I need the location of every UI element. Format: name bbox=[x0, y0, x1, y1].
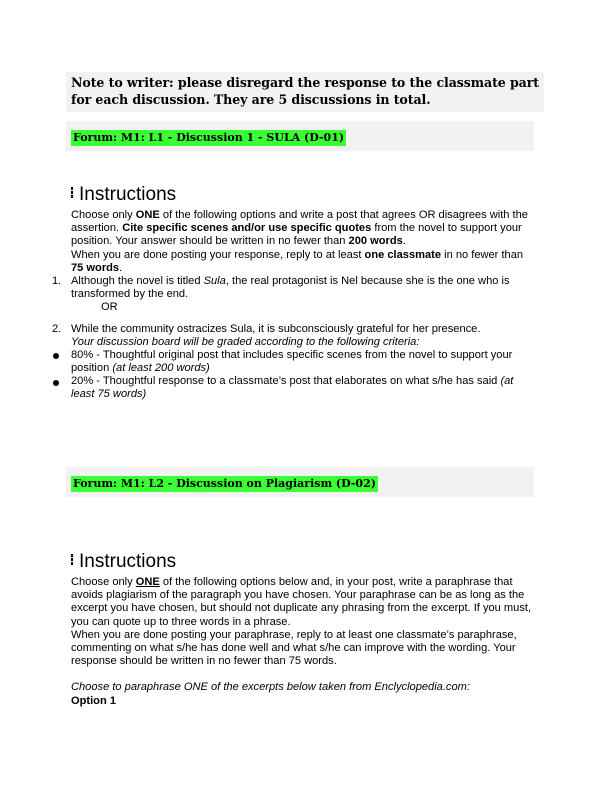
forum-header-d02 bbox=[66, 467, 534, 497]
note-to-writer: Note to writer: please disregard the response to the classmate part for each discussion. They are 5 discussions in total. bbox=[66, 72, 544, 112]
vertical-ellipsis-icon bbox=[70, 186, 74, 199]
option-marker-1: 1. bbox=[52, 275, 62, 287]
option-2-text: While the community ostracizes Sula, it is subconsciously grateful for her presence. bbox=[71, 323, 481, 335]
forum-header-d01 bbox=[66, 121, 534, 151]
instructions-heading-d01: Instructions bbox=[70, 184, 220, 206]
criteria-item-1: 80% - Thoughtful original post that includes specific scenes from the novel to support your position (at least 200 words) bbox=[71, 349, 513, 375]
instructions-paragraph-1: Choose only ONE of the following options below and, in your post, write a paraphrase that avoids plagiarism of the paragraph you have chosen. Your paraphrase can be as long as the excerpt you have chosen, but should not duplicate any phrasing from the excerpt. If you must, you can quote up to three words in a phrase. bbox=[71, 576, 532, 628]
grading-intro: Your discussion board will be graded according to the following criteria: bbox=[71, 336, 420, 348]
criteria-item-2: 20% - Thoughtful response to a classmate’s post that elaborates on what s/he has said (at least 75 words) bbox=[71, 375, 514, 401]
instructions-body-d02 bbox=[71, 576, 537, 708]
bullet-icon bbox=[53, 353, 59, 359]
bullet-icon bbox=[53, 380, 59, 386]
or-label: OR bbox=[101, 301, 118, 313]
choose-line: Choose to paraphrase ONE of the excerpts below taken from Enclyclopedia.com: bbox=[71, 681, 470, 694]
instructions-paragraph-2: When you are done posting your paraphrase, reply to at least one classmate’s paraphrase, commenting on what s/he has done well and what s/he can improve with the wording. Your response should be written in no fewer than 75 words. bbox=[71, 628, 517, 668]
instructions-paragraph-2: When you are done posting your response, reply to at least one classmate in no fewer than 75 words. bbox=[71, 248, 524, 274]
instructions-paragraph-1: Choose only ONE of the following options and write a post that agrees OR disagrees with the assertion. Cite specific scenes and/or use specific quotes from the novel to support your position. Your answer should be written in no fewer than 200 words. bbox=[71, 209, 528, 248]
vertical-ellipsis-icon bbox=[70, 553, 74, 566]
option-1-text: Although the novel is titled Sula, the real protagonist is Nel because she is the one who is transformed by the end. bbox=[71, 275, 510, 301]
option-1-label: Option 1 bbox=[71, 694, 116, 707]
instructions-heading-d02: Instructions bbox=[70, 551, 220, 573]
instructions-body-d01 bbox=[71, 209, 537, 275]
forum-title-d01: Forum: M1: L1 - Discussion 1 - SULA (D-01) bbox=[73, 131, 345, 144]
option-marker-2: 2. bbox=[52, 323, 62, 335]
forum-title-d02: Forum: M1: L2 - Discussion on Plagiarism (D-02) bbox=[73, 477, 376, 490]
